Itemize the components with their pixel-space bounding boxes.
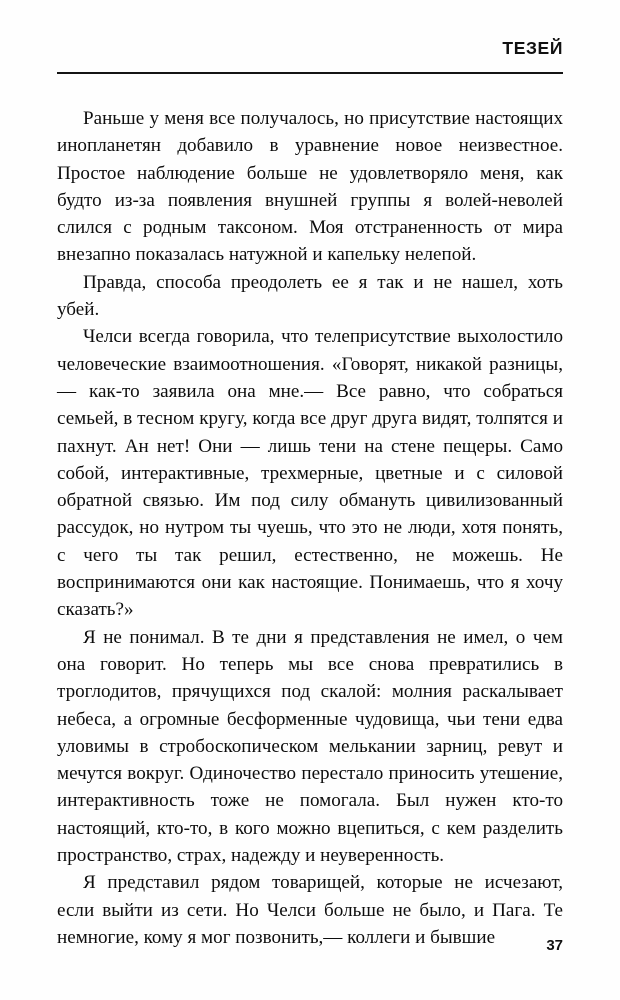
running-head-title: ТЕЗЕЙ [502,38,563,58]
paragraph: Раньше у меня все получалось, но присутствие настоящих инопланетян добавило в уравнение новое неизвестное. Простое наблюдение больше не удовлетворяло меня, как будто из-за появления внушней группы я волей-неволей слился с родным таксоном. Моя отстраненность от мира внезапно показалась натужной и капельку нелепой. [57,108,568,266]
body-text-block [57,105,568,954]
paragraph: Я не понимал. В те дни я представления не имел, о чем она говорит. Но теперь мы все снова превратились в троглодитов, прячущихся под скалой: молния раскалывает небеса, а огромные бесформенные чудовища, чьи тени едва уловимы в стробоскопическом мелькании зарниц, ревут и мечутся вокруг. Одиночество перестало приносить утешение, интерактивность тоже не помогала. Был нужен кто-то настоящий, кто-то, в кого можно вцепиться, с кем разделить пространство, страх, надежду и неуверенность. [57,626,568,867]
page-number: 37 [546,937,563,954]
paragraph: Правда, способа преодолеть ее я так и не нашел, хоть убей. [57,271,568,321]
page-content-column [57,0,568,1000]
header-divider-rule [57,72,563,74]
paragraph: Челси всегда говорила, что телеприсутствие выхолостило человеческие взаимоотношения. «Говорят, никакой разницы,— как-то заявила она мне.— Все равно, что собраться семьей, в тесном кругу, когда все друг друга видят, толпятся и пахнут. Ан нет! Они — лишь тени на стене пещеры. Само собой, интерактивные, трехмерные, цветные и с силовой обратной связью. Им под силу обмануть цивилизованный рассудок, но нутром ты чуешь, что это не люди, хотя понять, с чего ты так решил, естественно, не можешь. Не воспринимаются они как настоящие. Понимаешь, что я хочу сказать?» [57,326,568,621]
paragraph: Я представил рядом товарищей, которые не исчезают, если выйти из сети. Но Челси больше не было, и Пага. Те немногие, кому я мог позвонить,— коллеги и бывшие [57,872,568,948]
